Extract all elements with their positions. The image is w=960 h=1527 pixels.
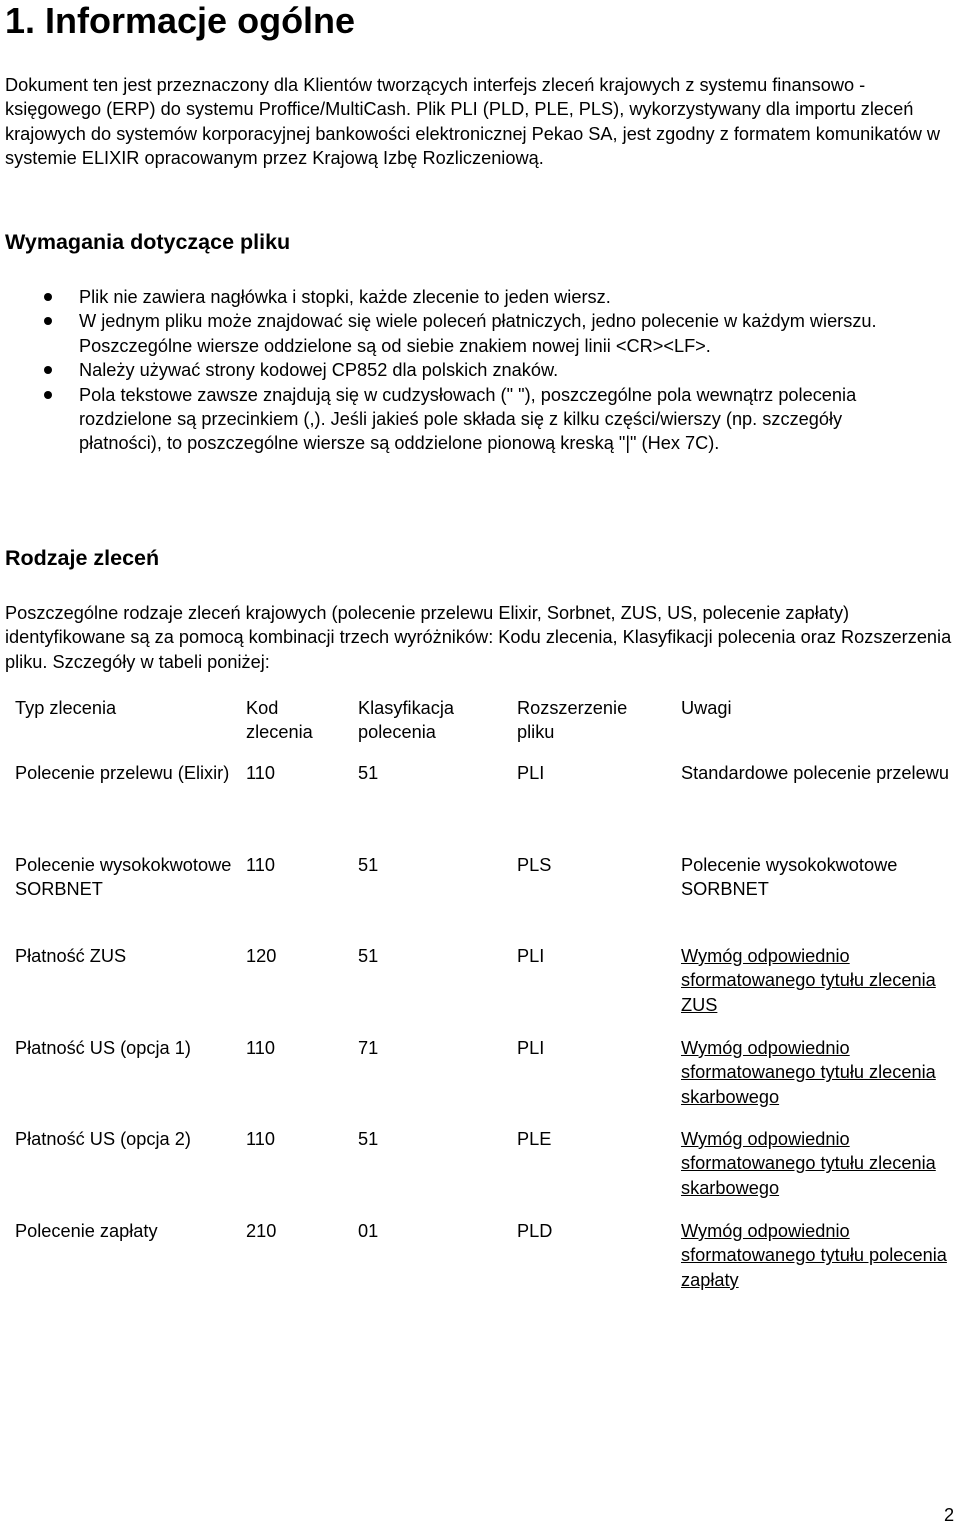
table-cell: 210 [246,1221,277,1241]
list-item: Pola tekstowe zawsze znajdują się w cudzysłowach (" "), poszczególne pola wewnątrz polecenia rozdzielone są przecinkiem (,). Jeśli jakieś pole składa się z kilku części/wierszy (np. szczegóły płatności), to poszczególne wiersze są oddzielone pionową kreską "|" (Hex 7C). [0,383,929,456]
page-heading: 1. Informacje ogólne [5,0,356,41]
table-cell: 51 [358,946,379,966]
list-item: W jednym pliku może znajdować się wiele poleceń płatniczych, jedno polecenie w każdym wierszu. Poszczególne wiersze oddzielone są od siebie znakiem nowej linii <CR><LF>. [0,309,929,358]
column-header: Klasyfikacja polecenia [358,698,455,743]
table-cell: PLD [517,1221,553,1241]
table-cell: Polecenie wysokokwotowe SORBNET [15,855,232,900]
table-cell: 110 [246,855,275,875]
requirements-heading: Wymagania dotyczące pliku [5,230,291,254]
table-cell: Płatność US (opcja 2) [15,1129,191,1149]
table-cell: Polecenie zapłaty [15,1221,158,1241]
table-cell: 120 [246,946,277,966]
bullet-icon [44,317,52,325]
table-cell: PLS [517,855,552,875]
table-cell: 01 [358,1221,379,1241]
order-types-paragraph: Poszczególne rodzaje zleceń krajowych (polecenie przelewu Elixir, Sorbnet, ZUS, US, polecenie zapłaty) identyfikowane są za pomocą kombinacji trzech wyróżników: Kodu zlecenia, Klasyfikacji polecenia oraz Rozszerzenia pliku. Szczegóły w tabeli poniżej: [5,603,952,672]
table-cell: PLE [517,1129,552,1149]
table-cell: 71 [358,1038,379,1058]
requirements-list [0,285,960,456]
table-cell: 51 [358,855,379,875]
column-header: Rozszerzenie pliku [517,698,628,743]
page-number: 2 [944,1505,955,1525]
list-item: Należy używać strony kodowej CP852 dla polskich znaków. [0,358,929,382]
table-cell: 110 [246,763,275,783]
table-cell: 110 [246,1038,275,1058]
table-cell: PLI [517,946,545,966]
table-cell: Wymóg odpowiednio sformatowanego tytułu polecenia zapłaty [681,1221,947,1290]
table-cell: Płatność ZUS [15,946,127,966]
table-cell: Wymóg odpowiednio sformatowanego tytułu zlecenia skarbowego [681,1129,936,1198]
table-cell: 51 [358,763,379,783]
table-cell: 110 [246,1129,275,1149]
table-cell: PLI [517,1038,545,1058]
table-cell: Płatność US (opcja 1) [15,1038,191,1058]
list-item: Plik nie zawiera nagłówka i stopki, każde zlecenie to jeden wiersz. [0,285,929,309]
table-cell: Standardowe polecenie przelewu [681,763,949,783]
table-cell: Polecenie wysokokwotowe SORBNET [681,855,898,900]
table-cell: 51 [358,1129,379,1149]
column-header: Uwagi [681,698,732,718]
column-header: Kod zlecenia [246,698,313,743]
table-cell: Wymóg odpowiednio sformatowanego tytułu zlecenia skarbowego [681,1038,936,1107]
table-cell: Wymóg odpowiednio sformatowanego tytułu zlecenia ZUS [681,946,936,1015]
bullet-icon [44,366,52,374]
column-header: Typ zlecenia [15,698,117,718]
bullet-icon [44,391,52,399]
order-types-heading: Rodzaje zleceń [5,546,160,570]
table-cell: Polecenie przelewu (Elixir) [15,763,230,783]
table-cell: PLI [517,763,545,783]
intro-paragraph: Dokument ten jest przeznaczony dla Klientów tworzących interfejs zleceń krajowych z systemu finansowo - księgowego (ERP) do systemu Proffice/MultiCash. Plik PLI (PLD, PLE, PLS), wykorzystywany dla importu zleceń krajowych do systemów korporacyjnej bankowości elektronicznej Pekao SA, jest zgodny z formatem komunikatów w systemie ELIXIR opracowanym przez Krajową Izbę Rozliczeniową. [5,75,941,169]
bullet-icon [44,293,52,301]
